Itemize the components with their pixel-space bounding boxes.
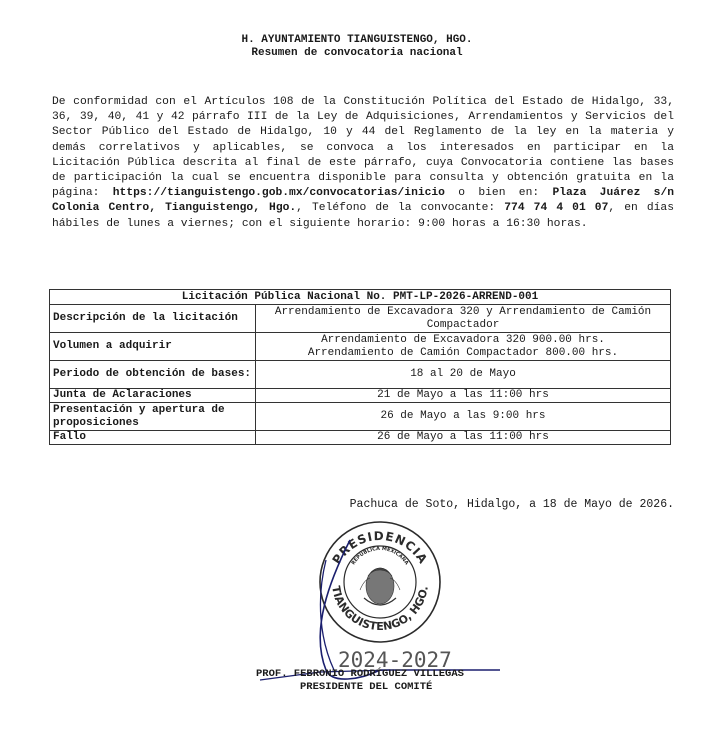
signer-name: PROF. FEBRONIO RODRÍGUEZ VILLEGAS [256, 668, 464, 680]
signer-block [256, 668, 464, 694]
row-label-presentacion: Presentación y apertura de proposiciones [50, 403, 256, 431]
intro-paragraph [52, 95, 674, 232]
row-value-fallo: 26 de Mayo a las 11:00 hrs [256, 431, 671, 445]
row-value-volumen [256, 333, 671, 361]
seal-bottom-text: TIANGUISTENGO, HGO. [329, 584, 431, 634]
intro-text-2: o bien en: [444, 187, 553, 200]
intro-text-3: , Teléfono de la convocante: [296, 202, 505, 215]
seal-inner-text: REPÚBLICA MEXICANA [350, 545, 410, 567]
intro-text-4: , en días hábiles de lunes a viernes; con el siguiente horario: 9:00 horas a 16:30 horas. [52, 202, 674, 230]
table-title: Licitación Pública Nacional No. PMT-LP-2026-ARREND-001 [50, 290, 671, 305]
convocante-phone: 774 74 4 01 07 [504, 202, 609, 215]
seal-year: 2024-2027 [338, 648, 452, 672]
row-value-presentacion: 26 de Mayo a las 9:00 hrs [256, 403, 671, 431]
licitacion-table [49, 289, 671, 445]
table-row [50, 431, 671, 445]
document-header [0, 34, 714, 60]
table-row [50, 361, 671, 389]
row-label-periodo: Periodo de obtención de bases: [50, 361, 256, 389]
table-row [50, 403, 671, 431]
row-label-fallo: Fallo [50, 431, 256, 445]
table-row [50, 333, 671, 361]
row-value-junta: 21 de Mayo a las 11:00 hrs [256, 389, 671, 403]
convocante-address: Plaza Juárez s/n Colonia Centro, Tianguistengo, Hgo. [52, 187, 675, 215]
row-value-descripcion: Arrendamiento de Excavadora 320 y Arrendamiento de Camión Compactador [256, 305, 671, 333]
row-value-periodo: 18 al 20 de Mayo [256, 361, 671, 389]
seal-top-text: PRESIDENCIA [329, 528, 431, 567]
intro-text-1: De conformidad con el Artículos 108 de la Constitución Política del Estado de Hidalgo, 33, 36, 39, 40, 41 y 42 párrafo III de la Ley de Adquisiciones, Arrendamientos y Servicios del Sector Público del Estado de Hidalgo, 10 y 44 del Reglamento de la ley en la materia y demás correlativos y aplicables, se convoca a los interesados en participar en la Licitación Pública descrita al final de este párrafo, cuya Convocatoria contiene las bases de participación la cual se encuentra disponible para consulta y obtención gratuita en la página: [52, 96, 674, 200]
signer-position: PRESIDENTE DEL COMITÉ [300, 681, 433, 693]
volumen-line-1: Arrendamiento de Excavadora 320 900.00 hrs. [321, 334, 605, 346]
header-title: H. AYUNTAMIENTO TIANGUISTENGO, HGO. [241, 34, 473, 46]
row-label-descripcion: Descripción de la licitación [50, 305, 256, 333]
table-row [50, 305, 671, 333]
table-row [50, 389, 671, 403]
table-title-row [50, 290, 671, 305]
row-label-volumen: Volumen a adquirir [50, 333, 256, 361]
place-date: Pachuca de Soto, Hidalgo, a 18 de Mayo de 2026. [349, 498, 674, 511]
header-subtitle: Resumen de convocatoria nacional [251, 47, 463, 59]
row-label-junta: Junta de Aclaraciones [50, 389, 256, 403]
volumen-line-2: Arrendamiento de Camión Compactador 800.00 hrs. [307, 346, 619, 359]
convocatoria-url: https://tianguistengo.gob.mx/convocatorias/inicio [112, 187, 445, 200]
